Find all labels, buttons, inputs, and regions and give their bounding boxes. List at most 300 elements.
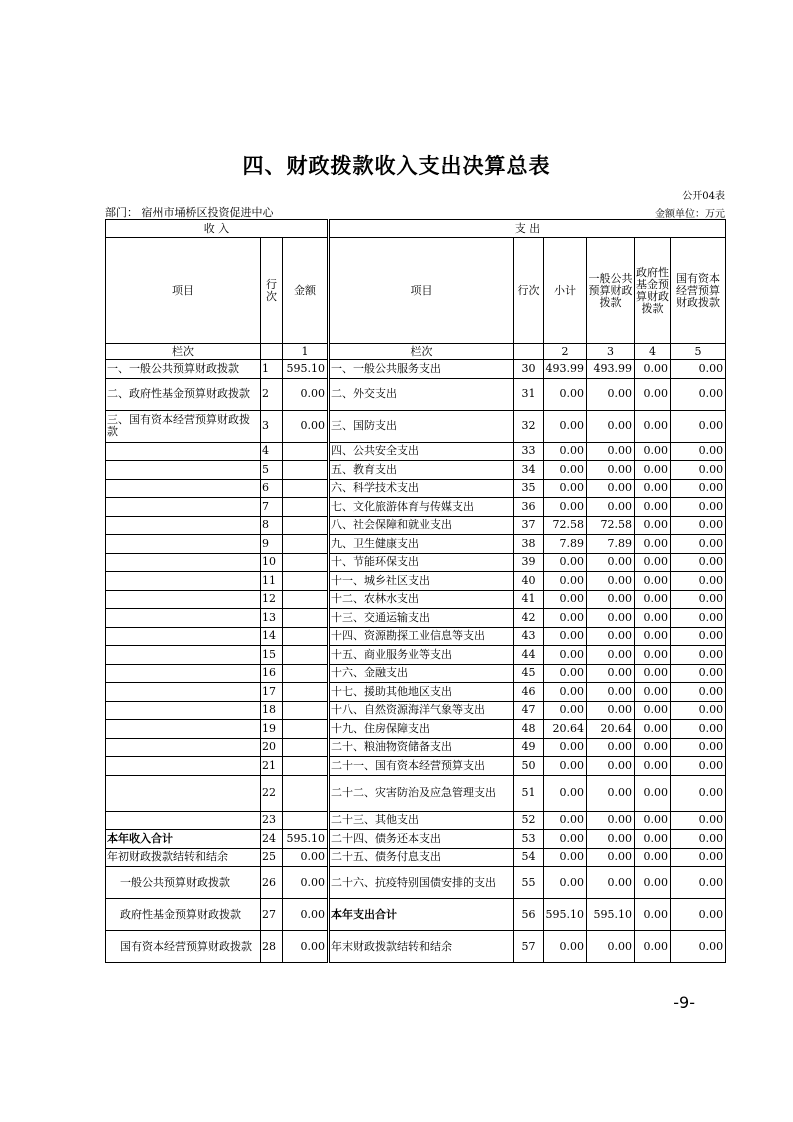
state-capital-cell: 0.00: [671, 609, 726, 628]
subtotal-cell: 0.00: [544, 442, 587, 461]
expense-item-cell: 二、外交支出: [329, 378, 514, 410]
state-capital-cell: 0.00: [671, 683, 726, 702]
state-capital-cell: 0.00: [671, 360, 726, 379]
expense-col-label: 栏次: [329, 344, 514, 360]
gov-fund-cell: 0.00: [635, 535, 671, 554]
expense-item-cell: 三、国防支出: [329, 410, 514, 442]
income-row-no-cell: 28: [261, 931, 283, 963]
income-amount-cell: 0.00: [283, 378, 329, 410]
col-1-label: 1: [283, 344, 329, 360]
general-budget-cell: 0.00: [587, 811, 635, 830]
table-row: [106, 848, 726, 867]
income-row-no-cell: 5: [261, 461, 283, 480]
gov-fund-cell: 0.00: [635, 931, 671, 963]
gov-fund-cell: 0.00: [635, 867, 671, 899]
income-row-no-cell: 6: [261, 479, 283, 498]
table-row: [106, 590, 726, 609]
general-budget-cell: 0.00: [587, 442, 635, 461]
state-capital-cell: 0.00: [671, 757, 726, 776]
income-row-no-cell: 27: [261, 899, 283, 931]
subtotal-cell: 0.00: [544, 572, 587, 591]
gov-fund-header: 政府性基金预算财政拨款: [635, 238, 671, 344]
state-capital-cell: 0.00: [671, 516, 726, 535]
income-amount-cell: 0.00: [283, 931, 329, 963]
income-item-cell: [106, 572, 261, 591]
subtotal-cell: 0.00: [544, 627, 587, 646]
income-amount-cell: 595.10: [283, 360, 329, 379]
income-row-no-cell: 21: [261, 757, 283, 776]
income-item-cell: 政府性基金预算财政拨款: [106, 899, 261, 931]
table-row: [106, 461, 726, 480]
income-item-cell: [106, 535, 261, 554]
income-item-cell: [106, 609, 261, 628]
table-row: [106, 899, 726, 931]
income-item-cell: [106, 775, 261, 811]
expense-item-cell: 二十五、债务付息支出: [329, 848, 514, 867]
expense-item-cell: 十三、交通运输支出: [329, 609, 514, 628]
table-row: [106, 683, 726, 702]
subtotal-cell: 595.10: [544, 899, 587, 931]
table-row: [106, 572, 726, 591]
expense-row-no-cell: 55: [514, 867, 544, 899]
expense-item-cell: 五、教育支出: [329, 461, 514, 480]
table-row: [106, 516, 726, 535]
income-amount-cell: [283, 609, 329, 628]
state-capital-cell: 0.00: [671, 535, 726, 554]
income-item-cell: [106, 516, 261, 535]
expense-row-no-cell: 38: [514, 535, 544, 554]
state-capital-cell: 0.00: [671, 931, 726, 963]
table-row: [106, 646, 726, 665]
expense-row-no-cell: 39: [514, 553, 544, 572]
page-number: -9-: [673, 993, 695, 1012]
gov-fund-cell: 0.00: [635, 775, 671, 811]
income-row-no-cell: 22: [261, 775, 283, 811]
subtotal-cell: 0.00: [544, 609, 587, 628]
expense-item-cell: 十七、援助其他地区支出: [329, 683, 514, 702]
table-row: [106, 378, 726, 410]
income-amount-cell: 0.00: [283, 867, 329, 899]
expense-item-cell: 八、社会保障和就业支出: [329, 516, 514, 535]
expense-row-no-cell: 45: [514, 664, 544, 683]
gov-fund-cell: 0.00: [635, 848, 671, 867]
income-row-no-cell: 17: [261, 683, 283, 702]
income-row-no-header: 行次: [261, 238, 283, 344]
expense-row-no-cell: 54: [514, 848, 544, 867]
income-row-no-cell: 8: [261, 516, 283, 535]
state-capital-cell: 0.00: [671, 590, 726, 609]
general-budget-cell: 493.99: [587, 360, 635, 379]
table-row: [106, 479, 726, 498]
subtotal-cell: 0.00: [544, 410, 587, 442]
income-row-no-cell: 18: [261, 701, 283, 720]
expense-row-no-cell: 30: [514, 360, 544, 379]
department-label: 部门： 宿州市埇桥区投资促进中心: [105, 206, 274, 219]
table-row: [106, 811, 726, 830]
general-budget-cell: 20.64: [587, 720, 635, 739]
expense-row-no-cell: 36: [514, 498, 544, 517]
expense-item-cell: 年末财政拨款结转和结余: [329, 931, 514, 963]
general-budget-cell: 0.00: [587, 479, 635, 498]
income-item-cell: 年初财政拨款结转和结余: [106, 848, 261, 867]
general-budget-cell: 0.00: [587, 410, 635, 442]
gov-fund-cell: 0.00: [635, 378, 671, 410]
income-amount-cell: [283, 461, 329, 480]
general-budget-cell: 0.00: [587, 701, 635, 720]
general-budget-cell: 0.00: [587, 848, 635, 867]
income-amount-cell: [283, 627, 329, 646]
expense-row-no-cell: 35: [514, 479, 544, 498]
col-2-label: 2: [544, 344, 587, 360]
expense-item-cell: 六、科学技术支出: [329, 479, 514, 498]
gov-fund-cell: 0.00: [635, 516, 671, 535]
subtotal-cell: 0.00: [544, 738, 587, 757]
general-budget-cell: 0.00: [587, 931, 635, 963]
income-amount-cell: [283, 775, 329, 811]
state-capital-cell: 0.00: [671, 553, 726, 572]
income-row-no-cell: 7: [261, 498, 283, 517]
subtotal-cell: 0.00: [544, 461, 587, 480]
state-capital-cell: 0.00: [671, 775, 726, 811]
income-amount-cell: [283, 811, 329, 830]
subtotal-cell: 0.00: [544, 553, 587, 572]
expense-item-cell: 二十六、抗疫特别国债安排的支出: [329, 867, 514, 899]
income-row-no-cell: 23: [261, 811, 283, 830]
income-item-cell: 国有资本经营预算财政拨款: [106, 931, 261, 963]
income-row-no-cell: 9: [261, 535, 283, 554]
subtotal-cell: 0.00: [544, 646, 587, 665]
subtotal-cell: 0.00: [544, 867, 587, 899]
state-capital-cell: 0.00: [671, 701, 726, 720]
expense-row-no-cell: 47: [514, 701, 544, 720]
gov-fund-cell: 0.00: [635, 627, 671, 646]
income-row-no-cell: 26: [261, 867, 283, 899]
general-budget-cell: 7.89: [587, 535, 635, 554]
state-capital-cell: 0.00: [671, 646, 726, 665]
income-item-cell: [106, 720, 261, 739]
income-row-no-cell: 11: [261, 572, 283, 591]
table-row: [106, 442, 726, 461]
general-budget-cell: 0.00: [587, 572, 635, 591]
expense-row-no-cell: 33: [514, 442, 544, 461]
gov-fund-cell: 0.00: [635, 720, 671, 739]
income-amount-cell: [283, 757, 329, 776]
subtotal-cell: 493.99: [544, 360, 587, 379]
state-capital-cell: 0.00: [671, 479, 726, 498]
gov-fund-cell: 0.00: [635, 360, 671, 379]
col-3-label: 3: [587, 344, 635, 360]
table-row: [106, 775, 726, 811]
page-title: 四、财政拨款收入支出决算总表: [242, 154, 551, 178]
expense-item-cell: 十、节能环保支出: [329, 553, 514, 572]
expense-item-cell: 七、文化旅游体育与传媒支出: [329, 498, 514, 517]
general-budget-cell: 0.00: [587, 378, 635, 410]
expense-row-no-cell: 42: [514, 609, 544, 628]
expense-row-no-cell: 49: [514, 738, 544, 757]
income-item-cell: [106, 664, 261, 683]
empty-cell: [514, 344, 544, 360]
subtotal-cell: 20.64: [544, 720, 587, 739]
subtotal-cell: 0.00: [544, 664, 587, 683]
expense-row-no-cell: 48: [514, 720, 544, 739]
expense-row-no-cell: 56: [514, 899, 544, 931]
subtotal-cell: 0.00: [544, 775, 587, 811]
subtotal-cell: 7.89: [544, 535, 587, 554]
state-capital-cell: 0.00: [671, 664, 726, 683]
expense-row-no-cell: 51: [514, 775, 544, 811]
col-4-label: 4: [635, 344, 671, 360]
expense-row-no-header: 行次: [514, 238, 544, 344]
table-row: [106, 498, 726, 517]
income-item-cell: 二、政府性基金预算财政拨款: [106, 378, 261, 410]
expense-row-no-cell: 31: [514, 378, 544, 410]
subtotal-cell: 0.00: [544, 683, 587, 702]
subtotal-cell: 0.00: [544, 848, 587, 867]
table-row: [106, 738, 726, 757]
income-row-no-cell: 19: [261, 720, 283, 739]
income-col-label: 栏次: [106, 344, 261, 360]
expense-item-cell: 二十、粮油物资储备支出: [329, 738, 514, 757]
expense-row-no-cell: 53: [514, 830, 544, 849]
gov-fund-cell: 0.00: [635, 442, 671, 461]
general-budget-cell: 0.00: [587, 775, 635, 811]
state-capital-cell: 0.00: [671, 378, 726, 410]
table-row: [106, 360, 726, 379]
expense-item-cell: 九、卫生健康支出: [329, 535, 514, 554]
income-row-no-cell: 2: [261, 378, 283, 410]
income-amount-cell: [283, 590, 329, 609]
expense-item-cell: 本年支出合计: [329, 899, 514, 931]
income-item-cell: 一般公共预算财政拨款: [106, 867, 261, 899]
expense-item-cell: 二十四、债务还本支出: [329, 830, 514, 849]
income-amount-cell: [283, 553, 329, 572]
income-item-cell: [106, 461, 261, 480]
expense-row-no-cell: 41: [514, 590, 544, 609]
state-capital-cell: 0.00: [671, 410, 726, 442]
income-amount-cell: 0.00: [283, 848, 329, 867]
general-budget-cell: 0.00: [587, 609, 635, 628]
subtotal-cell: 0.00: [544, 498, 587, 517]
income-item-cell: [106, 442, 261, 461]
income-amount-cell: 0.00: [283, 899, 329, 931]
col-5-label: 5: [671, 344, 726, 360]
state-capital-cell: 0.00: [671, 738, 726, 757]
general-budget-cell: 0.00: [587, 498, 635, 517]
income-item-cell: [106, 479, 261, 498]
income-amount-cell: 595.10: [283, 830, 329, 849]
expense-item-cell: 二十二、灾害防治及应急管理支出: [329, 775, 514, 811]
gov-fund-cell: 0.00: [635, 479, 671, 498]
general-budget-cell: 0.00: [587, 683, 635, 702]
table-row: [106, 627, 726, 646]
expense-item-cell: 十六、金融支出: [329, 664, 514, 683]
income-amount-cell: [283, 516, 329, 535]
table-row: [106, 931, 726, 963]
income-amount-cell: [283, 442, 329, 461]
gov-fund-cell: 0.00: [635, 410, 671, 442]
expense-item-header: 项目: [329, 238, 514, 344]
expense-item-cell: 十九、住房保障支出: [329, 720, 514, 739]
general-budget-header: 一般公共预算财政拨款: [587, 238, 635, 344]
gov-fund-cell: 0.00: [635, 738, 671, 757]
gov-fund-cell: 0.00: [635, 811, 671, 830]
subtotal-cell: 0.00: [544, 830, 587, 849]
general-budget-cell: 595.10: [587, 899, 635, 931]
expense-header: 支 出: [329, 220, 726, 238]
income-amount-cell: [283, 535, 329, 554]
expense-item-cell: 十八、自然资源海洋气象等支出: [329, 701, 514, 720]
subtotal-cell: 0.00: [544, 811, 587, 830]
unit-label: 金额单位：万元: [655, 209, 725, 220]
income-item-cell: [106, 553, 261, 572]
general-budget-cell: 0.00: [587, 830, 635, 849]
income-amount-cell: [283, 479, 329, 498]
income-item-cell: [106, 738, 261, 757]
income-amount-cell: [283, 664, 329, 683]
income-row-no-cell: 13: [261, 609, 283, 628]
expense-item-cell: 十二、农林水支出: [329, 590, 514, 609]
income-amount-cell: [283, 701, 329, 720]
table-row: [106, 664, 726, 683]
subtotal-cell: 0.00: [544, 757, 587, 776]
income-item-cell: [106, 811, 261, 830]
income-amount-cell: [283, 646, 329, 665]
general-budget-cell: 0.00: [587, 664, 635, 683]
state-capital-cell: 0.00: [671, 498, 726, 517]
general-budget-cell: 72.58: [587, 516, 635, 535]
income-item-cell: 本年收入合计: [106, 830, 261, 849]
income-row-no-cell: 14: [261, 627, 283, 646]
state-capital-cell: 0.00: [671, 830, 726, 849]
income-item-cell: [106, 627, 261, 646]
state-capital-cell: 0.00: [671, 720, 726, 739]
income-item-cell: [106, 590, 261, 609]
subtotal-cell: 0.00: [544, 479, 587, 498]
subtotal-cell: 0.00: [544, 590, 587, 609]
general-budget-cell: 0.00: [587, 461, 635, 480]
expense-row-no-cell: 32: [514, 410, 544, 442]
table-row: [106, 701, 726, 720]
subtotal-cell: 72.58: [544, 516, 587, 535]
expense-row-no-cell: 43: [514, 627, 544, 646]
gov-fund-cell: 0.00: [635, 701, 671, 720]
state-capital-cell: 0.00: [671, 867, 726, 899]
income-item-cell: 三、国有资本经营预算财政拨款: [106, 410, 261, 442]
table-row: [106, 720, 726, 739]
table-row: [106, 867, 726, 899]
table-row: [106, 830, 726, 849]
expense-item-cell: 一、一般公共服务支出: [329, 360, 514, 379]
income-item-cell: [106, 701, 261, 720]
expense-row-no-cell: 57: [514, 931, 544, 963]
state-capital-cell: 0.00: [671, 811, 726, 830]
income-item-cell: [106, 683, 261, 702]
income-row-no-cell: 25: [261, 848, 283, 867]
table-row: [106, 553, 726, 572]
expense-item-cell: 十四、资源勘探工业信息等支出: [329, 627, 514, 646]
general-budget-cell: 0.00: [587, 553, 635, 572]
gov-fund-cell: 0.00: [635, 664, 671, 683]
income-item-cell: [106, 646, 261, 665]
income-row-no-cell: 20: [261, 738, 283, 757]
general-budget-cell: 0.00: [587, 627, 635, 646]
state-capital-cell: 0.00: [671, 461, 726, 480]
income-amount-cell: 0.00: [283, 410, 329, 442]
general-budget-cell: 0.00: [587, 867, 635, 899]
expense-item-cell: 二十三、其他支出: [329, 811, 514, 830]
income-item-header: 项目: [106, 238, 261, 344]
table-row: [106, 757, 726, 776]
general-budget-cell: 0.00: [587, 738, 635, 757]
state-capital-header: 国有资本经营预算财政拨款: [671, 238, 726, 344]
empty-cell: [261, 344, 283, 360]
subtotal-header: 小计: [544, 238, 587, 344]
expense-row-no-cell: 37: [514, 516, 544, 535]
gov-fund-cell: 0.00: [635, 590, 671, 609]
income-amount-cell: [283, 683, 329, 702]
expense-row-no-cell: 34: [514, 461, 544, 480]
gov-fund-cell: 0.00: [635, 757, 671, 776]
gov-fund-cell: 0.00: [635, 609, 671, 628]
income-item-cell: [106, 757, 261, 776]
gov-fund-cell: 0.00: [635, 899, 671, 931]
table-row: [106, 535, 726, 554]
expense-row-no-cell: 46: [514, 683, 544, 702]
expense-item-cell: 十一、城乡社区支出: [329, 572, 514, 591]
income-amount-cell: [283, 738, 329, 757]
general-budget-cell: 0.00: [587, 590, 635, 609]
income-row-no-cell: 24: [261, 830, 283, 849]
income-amount-cell: [283, 720, 329, 739]
income-row-no-cell: 10: [261, 553, 283, 572]
table-row: [106, 609, 726, 628]
income-item-cell: [106, 498, 261, 517]
income-row-no-cell: 1: [261, 360, 283, 379]
expense-item-cell: 四、公共安全支出: [329, 442, 514, 461]
state-capital-cell: 0.00: [671, 899, 726, 931]
income-amount-cell: [283, 572, 329, 591]
subtotal-cell: 0.00: [544, 378, 587, 410]
income-header: 收 入: [106, 220, 329, 238]
form-number: 公开04表: [682, 191, 725, 202]
gov-fund-cell: 0.00: [635, 461, 671, 480]
expense-item-cell: 二十一、国有资本经营预算支出: [329, 757, 514, 776]
subtotal-cell: 0.00: [544, 701, 587, 720]
gov-fund-cell: 0.00: [635, 572, 671, 591]
general-budget-cell: 0.00: [587, 646, 635, 665]
budget-table: [105, 219, 726, 963]
expense-row-no-cell: 44: [514, 646, 544, 665]
table-row: [106, 410, 726, 442]
income-amount-cell: [283, 498, 329, 517]
expense-row-no-cell: 50: [514, 757, 544, 776]
expense-row-no-cell: 52: [514, 811, 544, 830]
income-amount-header: 金额: [283, 238, 329, 344]
general-budget-cell: 0.00: [587, 757, 635, 776]
income-row-no-cell: 3: [261, 410, 283, 442]
gov-fund-cell: 0.00: [635, 830, 671, 849]
income-item-cell: 一、一般公共预算财政拨款: [106, 360, 261, 379]
gov-fund-cell: 0.00: [635, 683, 671, 702]
income-row-no-cell: 12: [261, 590, 283, 609]
income-row-no-cell: 4: [261, 442, 283, 461]
expense-item-cell: 十五、商业服务业等支出: [329, 646, 514, 665]
expense-row-no-cell: 40: [514, 572, 544, 591]
state-capital-cell: 0.00: [671, 627, 726, 646]
gov-fund-cell: 0.00: [635, 553, 671, 572]
subtotal-cell: 0.00: [544, 931, 587, 963]
state-capital-cell: 0.00: [671, 848, 726, 867]
